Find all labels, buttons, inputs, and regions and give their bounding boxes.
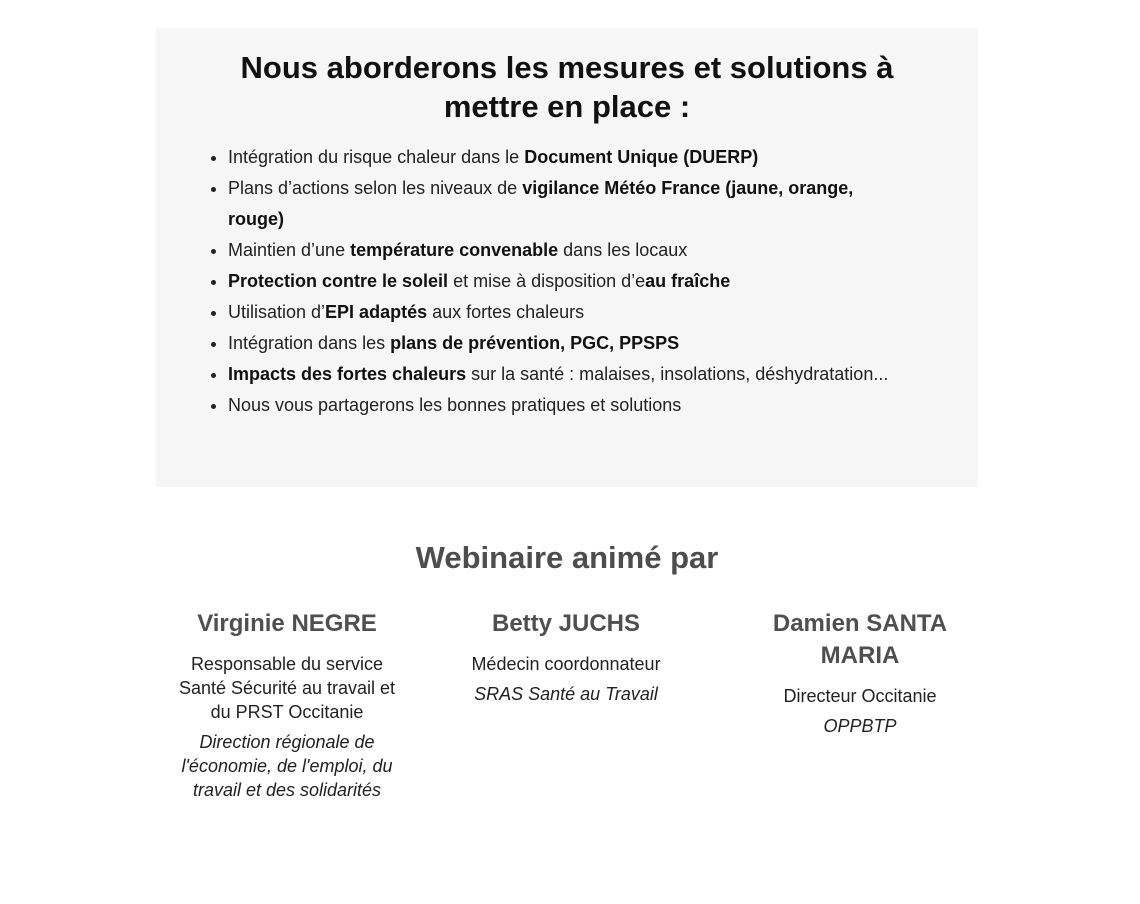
- speaker-organization: OPPBTP: [823, 716, 897, 736]
- measure-item: [228, 297, 908, 328]
- measure-text: Intégration dans les: [228, 333, 391, 353]
- speaker-name: Betty JUCHS: [491, 610, 641, 637]
- measures-title: Nous aborderons les mesures et solutions à mettre en place :: [240, 50, 894, 124]
- measures-section: [156, 28, 978, 487]
- measure-text: Intégration du risque chaleur dans le: [228, 147, 525, 167]
- measure-highlight: Document Unique (DUERP): [524, 147, 759, 167]
- measure-text: Plans d’actions selon les niveaux de: [228, 178, 523, 198]
- measure-highlight: au fraîche: [645, 271, 731, 291]
- speaker-card: [170, 608, 404, 802]
- measure-item: [228, 359, 908, 390]
- measure-text: Maintien d’une: [228, 240, 351, 260]
- measure-item: [228, 390, 908, 421]
- speaker-card: [742, 608, 978, 738]
- measure-item: [228, 266, 908, 297]
- measure-item: [228, 328, 908, 359]
- speaker-role: Médecin coordonnateur: [471, 654, 661, 674]
- measure-highlight: Protection contre le soleil: [228, 271, 449, 291]
- speaker-name: Damien SANTA MARIA: [772, 610, 948, 669]
- measure-text: et mise à disposition d’e: [448, 271, 646, 291]
- measure-highlight: température convenable: [350, 240, 559, 260]
- speaker-name: Virginie NEGRE: [197, 610, 377, 637]
- speaker-organization: SRAS Santé au Travail: [474, 684, 658, 704]
- measure-text: sur la santé : malaises, insolations, déshydratation...: [466, 364, 889, 384]
- measure-highlight: plans de prévention, PGC, PPSPS: [390, 333, 680, 353]
- measure-highlight: EPI adaptés: [325, 302, 428, 322]
- measure-text: Nous vous partagerons les bonnes pratiques et solutions: [228, 395, 682, 415]
- measure-item: [228, 173, 908, 235]
- speaker-card: [446, 608, 686, 706]
- measure-item: [228, 142, 908, 173]
- measure-highlight: Impacts des fortes chaleurs: [228, 364, 467, 384]
- measure-text: aux fortes chaleurs: [427, 302, 585, 322]
- speaker-organization: Direction régionale de l'économie, de l'emploi, du travail et des solidarités: [181, 732, 393, 800]
- measure-item: [228, 235, 908, 266]
- webinar-heading: Webinaire animé par: [415, 540, 719, 575]
- measure-highlight: vigilance Météo France (jaune, orange, rouge): [228, 178, 854, 229]
- measure-text: dans les locaux: [558, 240, 688, 260]
- measure-text: Utilisation d’: [228, 302, 326, 322]
- measures-list: [206, 142, 908, 421]
- speaker-role: Directeur Occitanie: [783, 686, 937, 706]
- speaker-role: Responsable du service Santé Sécurité au travail et du PRST Occitanie: [178, 654, 396, 722]
